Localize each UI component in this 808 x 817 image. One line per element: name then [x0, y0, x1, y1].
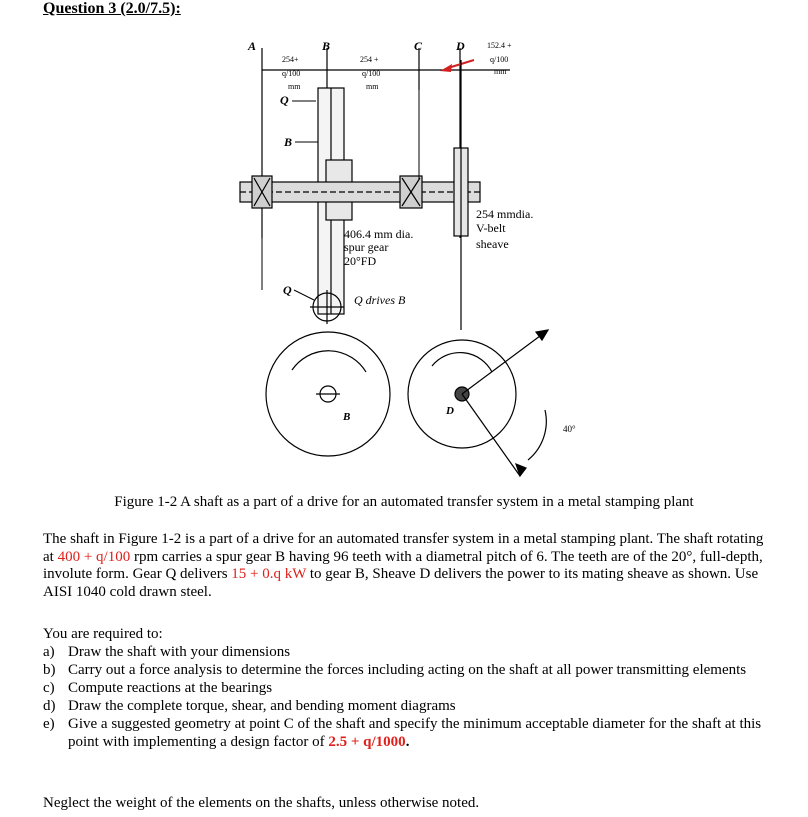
requirements	[43, 625, 778, 751]
dim-ab-line3: mm	[288, 82, 301, 91]
requirement-text: Compute reactions at the bearings	[68, 680, 273, 696]
gear-note-line3: 20°FD	[344, 254, 377, 268]
sheave-note-line1: 254 mmdia.	[476, 207, 534, 221]
requirement-marker: d)	[43, 698, 56, 714]
dim-ab-line1: 254+	[282, 55, 299, 64]
figure-caption: Figure 1-2 A shaft as a part of a drive for an automated transfer system in a metal stamping plant	[114, 494, 694, 510]
neglect-note: Neglect the weight of the elements on the shafts, unless otherwise noted.	[43, 795, 480, 811]
requirement-marker: c)	[43, 680, 55, 696]
drive-note: Q drives B	[354, 293, 406, 307]
speed-value: 400 + q/100	[57, 548, 131, 565]
statement-part-3: to gear B, Sheave D delivers the power to its mating sheave as shown. Use AISI 1040 cold drawn steel.	[43, 566, 759, 600]
requirement-marker: a)	[43, 644, 55, 660]
dim-bc-line3: mm	[366, 82, 379, 91]
requirement-item	[43, 643, 778, 661]
dim-ab-line2: q/100	[282, 69, 301, 78]
label-q-lower: Q	[283, 283, 292, 297]
dim-bc-line2: q/100	[362, 69, 381, 78]
gear-note-line2: spur gear	[344, 240, 389, 254]
requirements-list	[43, 643, 778, 751]
sheave-note-line3: sheave	[476, 237, 509, 251]
requirement-marker: b)	[43, 662, 56, 678]
design-factor-value: 2.5 + q/1000	[328, 734, 406, 750]
point-label-d: D	[456, 39, 465, 53]
question-heading: Question 3 (2.0/7.5):	[43, 0, 181, 17]
label-b-side: B	[284, 135, 293, 149]
requirement-item	[43, 661, 778, 679]
statement-part-2: rpm carries a spur gear B having 96 teeth with a diametral pitch of 6. The teeth are of the 20°, full-depth, involute form. Gear Q delivers	[43, 548, 763, 582]
dim-cd-line3: mm	[494, 67, 507, 76]
requirement-item	[43, 715, 778, 751]
requirement-marker: e)	[43, 716, 55, 732]
problem-statement	[43, 531, 773, 601]
dim-bc-line1: 254 +	[360, 55, 379, 64]
angle-label: 40°	[563, 424, 576, 434]
dim-cd-line2: q/100	[490, 55, 509, 64]
figure-background	[232, 26, 532, 488]
requirements-intro: You are required to:	[43, 626, 163, 642]
label-q-upper: Q	[280, 93, 289, 107]
sheave-note-line2: V-belt	[476, 221, 506, 235]
view-label-b: B	[343, 411, 351, 423]
gear-note-line1: 406.4 mm dia.	[344, 227, 414, 241]
requirement-text: Carry out a force analysis to determine the forces including acting on the shaft at all power transmitting elements	[68, 662, 747, 678]
requirement-item	[43, 679, 778, 697]
dim-cd-line1: 152.4 +	[487, 41, 512, 50]
requirement-end: .	[405, 734, 410, 750]
power-value: 15 + 0.q kW	[231, 566, 307, 582]
view-label-d: D	[446, 405, 454, 417]
requirement-text: Draw the shaft with your dimensions	[68, 644, 291, 660]
requirement-text: Give a suggested geometry at point C of the shaft and specify the minimum acceptable diameter for the shaft at this point with implementing a design factor of	[68, 716, 762, 750]
point-label-b: B	[322, 39, 331, 53]
requirement-item	[43, 697, 778, 715]
point-label-c: C	[414, 39, 423, 53]
statement-part-1: The shaft in Figure 1-2 is a part of a drive for an automated transfer system in a metal stamping plant. The shaft rotating at	[43, 531, 764, 565]
requirement-text: Draw the complete torque, shear, and bending moment diagrams	[68, 698, 456, 714]
point-label-a: A	[248, 39, 257, 53]
